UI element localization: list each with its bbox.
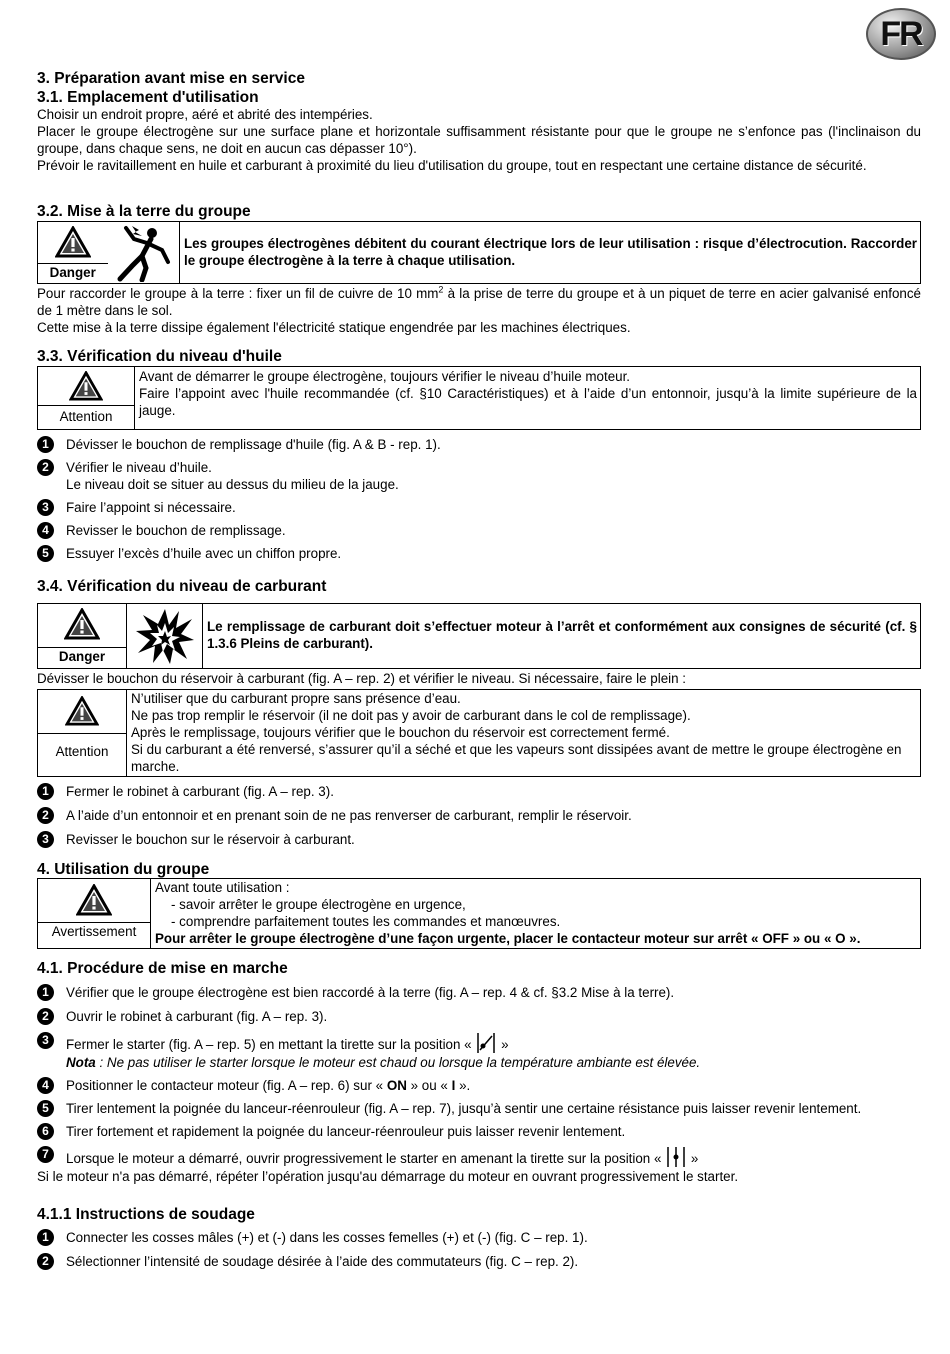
explosion-cell bbox=[127, 604, 203, 669]
nota-label: Nota bbox=[66, 1055, 96, 1070]
section-4-1-1-title: 4.1.1 Instructions de soudage bbox=[37, 1206, 255, 1223]
warning-triangle-icon bbox=[65, 696, 99, 726]
electrocution-icon bbox=[112, 224, 174, 282]
step-text: Ouvrir le robinet à carburant (fig. A – rep. 3). bbox=[66, 1009, 328, 1024]
on-label: ON bbox=[386, 1078, 407, 1093]
step-text: Connecter les cosses mâles (+) et (-) dans les cosses femelles (+) et (-) (fig. C – rep. 1). bbox=[66, 1230, 588, 1245]
section-3-2-body bbox=[37, 285, 921, 336]
attention-text bbox=[135, 367, 921, 430]
paragraph: Pour arrêter le groupe électrogène d’une façon urgente, placer le contacteur moteur sur arrêt « OFF » ou « O ». bbox=[155, 931, 861, 946]
warning-triangle-icon bbox=[69, 371, 103, 401]
step-text: A l’aide d’un entonnoir et en prenant soin de ne pas renverser de carburant, remplir le réservoir. bbox=[66, 808, 632, 823]
i-label: I bbox=[451, 1078, 456, 1093]
section-3-1-body bbox=[37, 106, 921, 174]
step-number: 4 bbox=[37, 522, 54, 539]
warning-cell bbox=[38, 222, 108, 284]
attention-box-oil bbox=[37, 366, 921, 430]
warning-cell bbox=[38, 367, 135, 430]
warning-cell bbox=[38, 690, 127, 777]
text: ». bbox=[459, 1078, 471, 1093]
text: Pour raccorder le groupe à la terre : fixer un fil de cuivre de 10 mm bbox=[37, 286, 439, 301]
text: » bbox=[501, 1037, 509, 1052]
paragraph: - comprendre parfaitement toutes les commandes et manœuvres. bbox=[171, 914, 561, 929]
text: Positionner le contacteur moteur (fig. A – rep. 6) sur « bbox=[66, 1078, 384, 1093]
step-number: 1 bbox=[37, 1229, 54, 1246]
section-3-4-title: 3.4. Vérification du niveau de carburant bbox=[37, 578, 327, 595]
text: » ou « bbox=[410, 1078, 448, 1093]
paragraph: Après le remplissage, toujours vérifier que le bouchon du réservoir est correctement fermé. bbox=[131, 725, 670, 740]
warning-cell bbox=[38, 879, 151, 949]
language-badge: FR bbox=[866, 8, 936, 60]
danger-text: Les groupes électrogènes débitent du courant électrique lors de leur utilisation : risque d’électrocution. Raccorder le groupe électrogène à la terre à chaque utilisation. bbox=[180, 222, 921, 284]
warning-triangle-icon bbox=[55, 226, 91, 258]
paragraph: N’utiliser que du carburant propre sans présence d’eau. bbox=[131, 691, 461, 706]
step-number: 3 bbox=[37, 831, 54, 848]
paragraph: Cette mise à la terre dissipe également l'électricité statique engendrée par les machines électriques. bbox=[37, 320, 631, 335]
text: : Ne pas utiliser le starter lorsque le moteur est chaud ou lorsque la température ambiante est élevée. bbox=[95, 1055, 701, 1070]
paragraph bbox=[37, 285, 921, 319]
warning-triangle-icon bbox=[64, 608, 100, 640]
list-item bbox=[37, 459, 921, 493]
attention-text bbox=[127, 690, 921, 777]
list-item bbox=[37, 1077, 921, 1094]
step-text: Vérifier que le groupe électrogène est bien raccordé à la terre (fig. A – rep. 4 & cf. §3.2 Mise à la terre). bbox=[66, 985, 675, 1000]
step-text: Sélectionner l’intensité de soudage désirée à l’aide des commutateurs (fig. C – rep. 2). bbox=[66, 1254, 579, 1269]
text: » bbox=[690, 1151, 699, 1166]
warning-cell bbox=[38, 604, 127, 669]
step-number: 2 bbox=[37, 1008, 54, 1025]
warning-box-usage bbox=[37, 878, 921, 949]
step-text: Vérifier le niveau d’huile. bbox=[66, 460, 212, 475]
step-number: 7 bbox=[37, 1146, 54, 1163]
list-item bbox=[37, 1229, 921, 1246]
warning-label: Avertissement bbox=[38, 922, 150, 940]
danger-box-fuel bbox=[37, 603, 921, 669]
attention-box-fuel bbox=[37, 689, 921, 777]
list-item bbox=[37, 436, 921, 453]
paragraph: Avant toute utilisation : bbox=[155, 880, 290, 895]
list-item bbox=[37, 783, 921, 800]
list-item bbox=[37, 499, 921, 516]
list-item bbox=[37, 1253, 921, 1270]
explosion-icon bbox=[135, 607, 195, 665]
paragraph: - savoir arrêter le groupe électrogène en urgence, bbox=[171, 897, 466, 912]
step-number: 5 bbox=[37, 545, 54, 562]
step-number: 6 bbox=[37, 1123, 54, 1140]
section-4-1-title: 4.1. Procédure de mise en marche bbox=[37, 960, 288, 977]
paragraph: Choisir un endroit propre, aéré et abrité des intempéries. bbox=[37, 107, 373, 122]
danger-box-electrocution bbox=[37, 221, 921, 284]
list-item bbox=[37, 1123, 921, 1140]
list-item bbox=[37, 545, 921, 562]
list-item bbox=[37, 831, 921, 848]
section-3-title: 3. Préparation avant mise en service bbox=[37, 70, 305, 87]
danger-text: Le remplissage de carburant doit s’effectuer moteur à l’arrêt et conformément aux consignes de sécurité (cf. § 1.3.6 Pleins de carburant). bbox=[203, 604, 921, 669]
list-item bbox=[37, 522, 921, 539]
paragraph: Si le moteur n'a pas démarré, répéter l’opération jusqu'au démarrage du moteur en ouvrant progressivement le starter. bbox=[37, 1169, 739, 1184]
welding-steps bbox=[37, 1229, 921, 1270]
step-number: 3 bbox=[37, 1032, 54, 1049]
electrocution-cell bbox=[108, 222, 180, 284]
startup-steps bbox=[37, 984, 921, 1185]
list-item bbox=[37, 1100, 921, 1117]
paragraph: Placer le groupe électrogène sur une surface plane et horizontale suffisamment résistante pour que le groupe ne s’enfonce pas (l'inclinaison du groupe, dans chaque sens, ne doit en aucun cas dépasser 10°). bbox=[37, 124, 921, 156]
step-number: 3 bbox=[37, 499, 54, 516]
step-number: 2 bbox=[37, 459, 54, 476]
step-text: Le niveau doit se situer au dessus du milieu de la jauge. bbox=[66, 477, 399, 492]
step-number: 4 bbox=[37, 1077, 54, 1094]
text: Lorsque le moteur a démarré, ouvrir progressivement le starter en amenant la tirette sur la position « bbox=[66, 1151, 662, 1166]
warning-triangle-icon bbox=[76, 884, 112, 916]
paragraph: Faire l’appoint avec l'huile recommandée (cf. §10 Caractéristiques) et à l’aide d’un entonnoir, jusqu’à la limite supérieure de la jauge. bbox=[139, 386, 917, 418]
fuel-steps bbox=[37, 783, 921, 848]
step-text: Essuyer l’excès d’huile avec un chiffon propre. bbox=[66, 546, 342, 561]
list-item bbox=[37, 1032, 921, 1071]
section-3-1-title: 3.1. Emplacement d'utilisation bbox=[37, 89, 259, 106]
step-text: Tirer fortement et rapidement la poignée du lanceur-réenrouleur puis laisser revenir lentement. bbox=[66, 1124, 626, 1139]
step-text: Fermer le robinet à carburant (fig. A – rep. 3). bbox=[66, 784, 334, 799]
list-item bbox=[37, 1146, 921, 1168]
fuel-intro: Dévisser le bouchon du réservoir à carburant (fig. A – rep. 2) et vérifier le niveau. Si nécessaire, faire le plein : bbox=[37, 671, 687, 686]
step-text: Faire l’appoint si nécessaire. bbox=[66, 500, 236, 515]
list-item bbox=[37, 1008, 921, 1025]
attention-label: Attention bbox=[38, 733, 126, 760]
step-number: 1 bbox=[37, 783, 54, 800]
superscript: 2 bbox=[438, 284, 444, 295]
step-number: 1 bbox=[37, 436, 54, 453]
text: Fermer le starter (fig. A – rep. 5) en mettant la tirette sur la position « bbox=[66, 1037, 472, 1052]
step-number: 5 bbox=[37, 1100, 54, 1117]
nota bbox=[66, 1054, 921, 1071]
danger-label: Danger bbox=[38, 647, 126, 665]
warning-text bbox=[151, 879, 921, 949]
paragraph: Si du carburant a été renversé, s’assurer qu’il a séché et que les vapeurs sont dissipées avant de mettre le groupe électrogène en marche. bbox=[131, 742, 902, 774]
choke-open-icon bbox=[665, 1146, 687, 1168]
step-text: Dévisser le bouchon de remplissage d'huile (fig. A & B - rep. 1). bbox=[66, 437, 441, 452]
text: à la prise de terre du groupe et à un piquet de terre en acier galvanisé enfoncé de 1 mètre dans le sol. bbox=[37, 286, 921, 318]
oil-steps bbox=[37, 436, 921, 562]
step-number: 1 bbox=[37, 984, 54, 1001]
paragraph: Ne pas trop remplir le réservoir (il ne doit pas y avoir de carburant dans le col de remplissage). bbox=[131, 708, 691, 723]
step-text: Revisser le bouchon sur le réservoir à carburant. bbox=[66, 832, 355, 847]
step-number: 2 bbox=[37, 1253, 54, 1270]
section-3-2-title: 3.2. Mise à la terre du groupe bbox=[37, 203, 251, 220]
list-item bbox=[37, 984, 921, 1001]
attention-label: Attention bbox=[38, 405, 134, 425]
step-text: Tirer lentement la poignée du lanceur-réenrouleur (fig. A – rep. 7), jusqu’à sentir une certaine résistance puis laisser revenir lentement. bbox=[66, 1101, 862, 1116]
choke-closed-icon bbox=[475, 1032, 497, 1054]
section-3-3-title: 3.3. Vérification du niveau d'huile bbox=[37, 348, 282, 365]
step-text bbox=[66, 1032, 921, 1054]
paragraph: Prévoir le ravitaillement en huile et carburant à proximité du lieu d'utilisation du groupe, tout en respectant une certaine distance de sécurité. bbox=[37, 158, 867, 173]
paragraph: Avant de démarrer le groupe électrogène, toujours vérifier le niveau d’huile moteur. bbox=[139, 369, 631, 384]
step-text: Revisser le bouchon de remplissage. bbox=[66, 523, 286, 538]
section-4-title: 4. Utilisation du groupe bbox=[37, 861, 210, 878]
step-number: 2 bbox=[37, 807, 54, 824]
list-item bbox=[37, 807, 921, 824]
danger-label: Danger bbox=[38, 263, 108, 281]
